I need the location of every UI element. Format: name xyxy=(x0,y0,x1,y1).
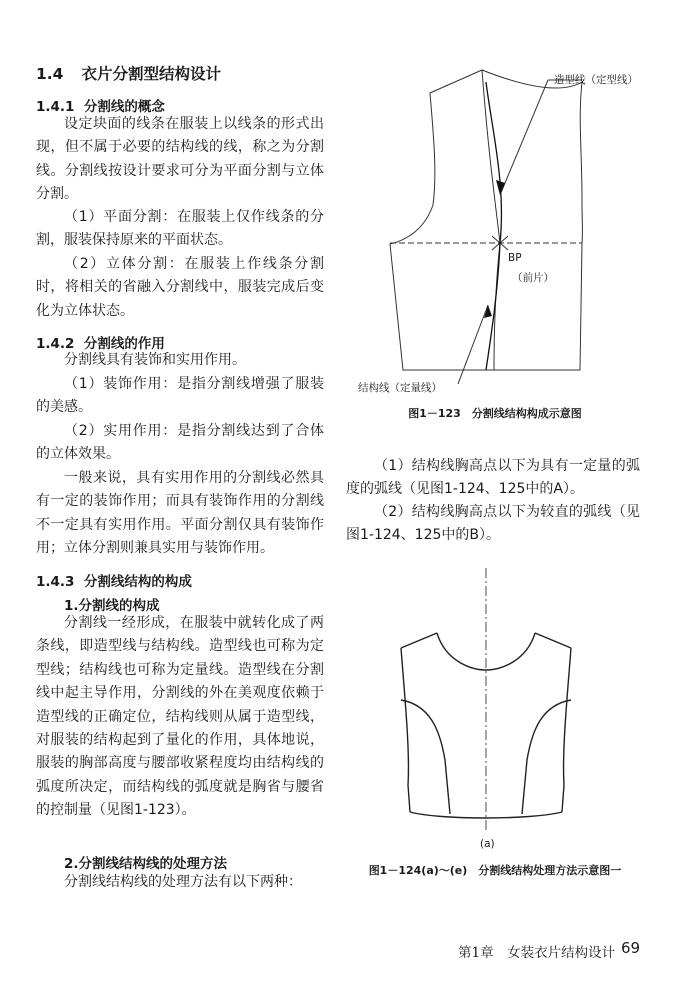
subsection-heading-1-4-1: 1.4.1 分割线的概念 xyxy=(36,99,165,115)
page-number: 69 xyxy=(621,939,641,957)
paragraph-functions: 分割线具有装饰和实用作用。 xyxy=(64,352,246,368)
label-structure-line: 结构线（定量线） xyxy=(358,382,442,394)
paragraph-general: 一般来说，具有实用作用的分割线必然具有一定的装饰作用；而具有装饰作用的分割线不一定具有实用作用。平面分割仅具有装饰作用；立体分割则兼具实用与装饰作用。 xyxy=(36,470,324,557)
caption-fig-1-123: 图1－123 分割线结构构成示意图 xyxy=(408,407,582,420)
paragraph-3d-split: （2）立体分割：在服装上作线条分割时，将相关的省融入分割线中，服装完成后变化为立体状态。 xyxy=(36,256,324,319)
subsection-heading-1-4-3: 1.4.3 分割线结构的构成 xyxy=(36,574,192,590)
paragraph-method-a: （1）结构线胸高点以下为具有一定量的弧度的弧线（见图1-124、125中的A）。 xyxy=(346,458,640,498)
paragraph-practical: （2）实用作用：是指分割线达到了合体的立体效果。 xyxy=(36,423,324,463)
section-title: 衣片分割型结构设计 xyxy=(81,65,221,83)
label-a: (a) xyxy=(480,838,495,850)
paragraph-decorative: （1）装饰作用：是指分割线增强了服装的美感。 xyxy=(36,376,324,416)
paragraph-methods: 分割线结构线的处理方法有以下两种： xyxy=(64,874,302,890)
label-bp: BP xyxy=(508,252,522,264)
paragraph-concept: 设定块面的线条在服装上以线条的形式出现，但不属于必要的结构线的线，称之为分割线。分割线按设计要求可分为平面分割与立体分割。 xyxy=(36,116,324,203)
paragraph-flat-split: （1）平面分割：在服装上仅作线条的分割，服装保持原来的平面状态。 xyxy=(36,209,324,249)
sub-heading-composition: 1.分割线的构成 xyxy=(64,598,160,614)
paragraph-method-b: （2）结构线胸高点以下为较直的弧线（见图1-124、125中的B）。 xyxy=(346,504,640,544)
footer-chapter: 第1章 女装衣片结构设计 xyxy=(458,945,616,961)
caption-fig-1-124: 图1－124(a)～(e) 分割线结构处理方法示意图一 xyxy=(368,864,622,877)
subsection-heading-1-4-2: 1.4.2 分割线的作用 xyxy=(36,336,165,352)
sub-heading-methods: 2.分割线结构线的处理方法 xyxy=(64,856,228,872)
paragraph-composition: 分割线一经形成，在服装中就转化成了两条线，即造型线与结构线。造型线也可称为定型线；结构线也可称为定量线。造型线在分割线中起主导作用，分割线的外在美观度依赖于造型线的正确定位，结构线则从属于造型线，对服装的结构起到了量化的作用，具体地说，服装的胸部高度与腰部收紧程度均由结构线的弧度所决定，而结构线的弧度就是胸省与腰省的控制量（见图1-123）。 xyxy=(36,615,324,819)
section-number: 1.4 xyxy=(36,65,64,83)
label-styling-line: 造型线（定型线） xyxy=(554,74,638,86)
label-front-piece: （前片） xyxy=(512,272,554,284)
